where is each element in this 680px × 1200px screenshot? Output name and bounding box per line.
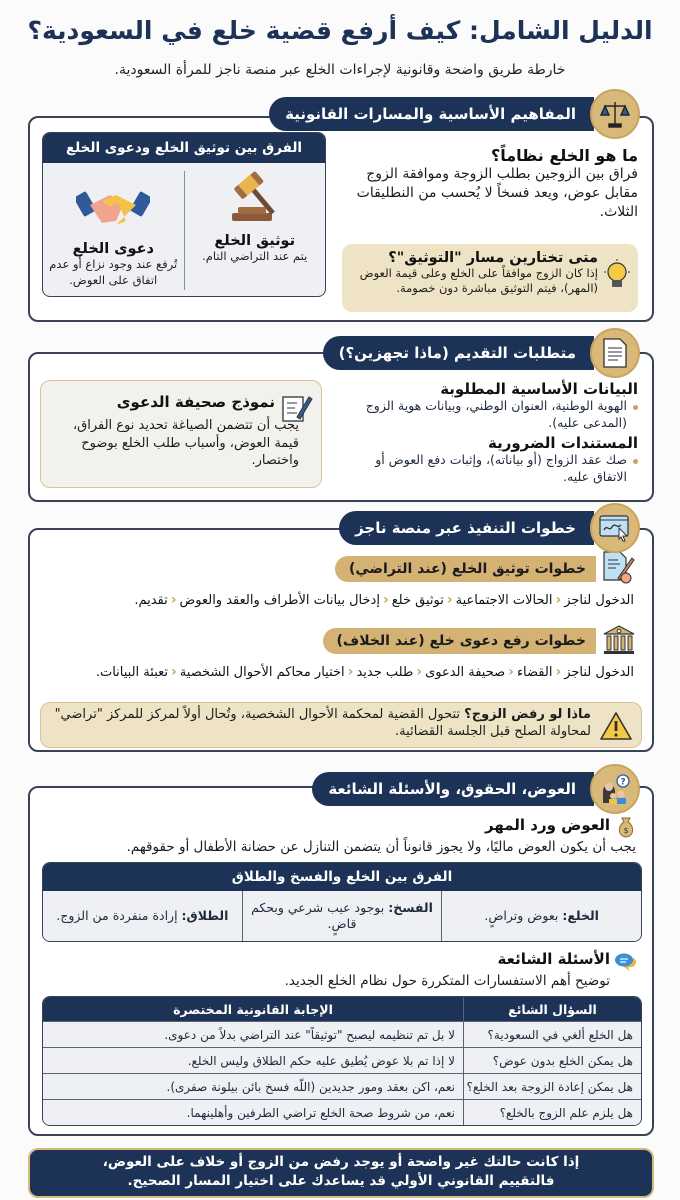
money-bag-icon (616, 816, 636, 838)
section-rights-faq-heading (312, 772, 594, 806)
warning-icon (599, 711, 633, 741)
faq-row: هل يمكن الخلع بدون عوض؟ لا إذا تم بلا عوض يُطيق عليه حكم الطلاق وليس الخلع. (43, 1047, 641, 1073)
compensation-text: يجب أن يكون العوض ماليًا، ولا يجوز قانوناً أن يتضمن التنازل عن حضانة الأطفال أو حقوقهم. (126, 839, 636, 855)
faq-col-answer: الإجابة القانونية المختصرة (173, 1001, 333, 1017)
faq-col-question: السؤال الشائع (463, 997, 641, 1021)
faq-subtitle: توضيح أهم الاستفسارات المتكررة حول نظام الخلع الجديد. (284, 973, 610, 989)
gavel-icon (220, 169, 290, 225)
documents-group-title: المستندات الضرورية (487, 433, 638, 452)
section-requirements (28, 352, 654, 502)
documents-bullet: صك عقد الزواج (أو بياناته)، وإثبات دفع العوض أو الاتفاق عليه. (338, 452, 638, 486)
faq-title: الأسئلة الشائعة (497, 950, 610, 968)
lawsuit-title: دعوى الخلع (72, 241, 154, 257)
husband-refusal-warning (40, 702, 642, 748)
petition-template-box (40, 380, 322, 488)
requirements-list (338, 380, 638, 486)
faq-row: هل يمكن إعادة الزوجة بعد الخلع؟ نعم، اكن بعقد ومور جديدين (اللّه فسخ بائن بيلونة صفرى). (43, 1073, 641, 1099)
comparison-box (42, 132, 326, 297)
handshake-icon (76, 177, 150, 233)
flow-lawsuit-heading: خطوات رفع دعوى خلع (عند الخلاف) (323, 628, 596, 654)
section-concepts-heading (269, 97, 594, 131)
comparison-col-lawsuit (43, 171, 185, 290)
comparison-col-documentation (185, 163, 326, 297)
difference-cell-talaq: الطلاق: إرادة منفردة من الزوج. (43, 891, 243, 941)
faq-row: هل الخلع ألغي في السعودية؟ لا بل تم تنظيمه ليصبح "توثيقاً" عند التراضي بدلاً من دعوى. (43, 1021, 641, 1047)
step: الدخول لناجز (564, 664, 634, 680)
compensation-title: العوض ورد المهر (485, 816, 610, 834)
chat-bubble-icon (614, 952, 636, 972)
warning-text: ماذا لو رفض الزوج؟ تتحول القضية لمحكمة الأحوال الشخصية، وتُحال أولاً لمركز للمركز "تراضي" لمحاولة الصلح قبل الجلسة القضائية. (54, 707, 591, 739)
definition-block (338, 146, 638, 222)
section-rights-faq (28, 786, 654, 1136)
step: صحيفة الدعوى (425, 664, 506, 680)
svg-text:$: $ (623, 826, 629, 835)
section-concepts (28, 116, 654, 322)
flow-lawsuit-steps: الدخول لناجز ‹ القضاء ‹ صحيفة الدعوى ‹ طلب جديد ‹ اختيار محاكم الأحوال الشخصية ‹ تعبئة البيانات. (95, 664, 634, 680)
document-icon (590, 328, 640, 378)
step: الدخول لناجز (564, 592, 634, 608)
petition-template-text: يجب أن تتضمن الصياغة تحديد نوع الفراق، قيمة العوض، وأسباب طلب الخلع بوضوح واختصار. (72, 418, 299, 469)
step: إدخال بيانات الأطراف والعقد والعوض (179, 592, 380, 608)
definition-title: ما هو الخلع نظاماً؟ (490, 146, 638, 165)
requirements-bullet: الهوية الوطنية، العنوان الوطني، وبيانات هوية الزوج (المدعى عليه). (338, 398, 638, 432)
requirements-group-title: البيانات الأساسية المطلوبة (440, 380, 638, 398)
section-concepts-title: المفاهيم الأساسية والمسارات القانونية (285, 105, 576, 123)
flow-documentation-heading: خطوات توثيق الخلع (عند التراضي) (335, 556, 596, 582)
courthouse-icon (602, 624, 636, 656)
section-rights-faq-title: العوض، الحقوق، والأسئلة الشائعة (328, 780, 576, 798)
comparison-heading: الفرق بين توثيق الخلع ودعوى الخلع (43, 133, 325, 163)
documentation-desc: يتم عند التراضي التام. (202, 249, 308, 263)
cta-line-1: إذا كانت حالتك غير واضحة أو يوجد رفض من الزوج أو خلاف على العوض، (102, 1154, 580, 1170)
lightbulb-icon (602, 258, 632, 294)
difference-table (42, 862, 642, 942)
step: القضاء (516, 664, 553, 680)
section-steps-heading (339, 511, 594, 545)
page-title: الدليل الشامل: كيف أرفع قضية خلع في السعودية؟ (27, 16, 653, 45)
step: اختيار محاكم الأحوال الشخصية (179, 664, 345, 680)
difference-cell-faskh: الفسخ: بوجود عيب شرعي وبحكم قاضٍ. (243, 891, 443, 941)
step: تقديم. (134, 592, 168, 608)
section-requirements-title: متطلبات التقديم (ماذا تجهزين؟) (338, 344, 576, 362)
step: توثيق خلع (391, 592, 444, 608)
documentation-title: توثيق الخلع (214, 233, 296, 249)
lawsuit-desc: تُرفع عند وجود نزاع أو عدم اتفاق على العوض. (49, 257, 178, 287)
definition-text: فراق بين الزوجين بطلب الزوجة وموافقة الزوج مقابل عوض، ويعد فسخاً لا يُحسب من النطليقات الثلاث. (356, 166, 638, 220)
scales-of-justice-icon (590, 89, 640, 139)
step: الحالات الاجتماعية (455, 592, 553, 608)
step: تعبئة البيانات. (95, 664, 169, 680)
svg-text:?: ? (620, 777, 626, 788)
petition-template-title: نموذج صحيفة الدعوى (116, 393, 275, 411)
warning-lead: ماذا لو رفض الزوج؟ (464, 707, 591, 722)
difference-cell-khula: الخلع: بعوض وتراضٍ. (484, 907, 599, 923)
tip-text: إذا كان الزوج موافقاً على الخلع وعلى قيمة العوض (المهر)، فيتم التوثيق مباشرة دون خصومة. (359, 266, 598, 295)
cta-line-2: فالتقييم القانوني الأولي قد يساعدك على اختيار المسار الصحيح. (127, 1172, 555, 1189)
signing-document-icon (602, 550, 636, 584)
tip-title: متى تختارين مسار "التوثيق"؟ (388, 250, 598, 266)
step: طلب جديد (356, 664, 414, 680)
page-subtitle: خارطة طريق واضحة وقانونية لإجراءات الخلع عبر منصة ناجز للمرأة السعودية. (114, 62, 566, 78)
section-steps (28, 528, 654, 752)
faq-table (42, 996, 642, 1126)
tip-box (342, 244, 638, 312)
digital-signature-icon (590, 503, 640, 553)
cta-banner (28, 1148, 654, 1198)
faq-row: هل يلزم علم الزوج بالخلع؟ نعم، من شروط صحة الخلع تراضي الطرفين وأهلينهما. (43, 1099, 641, 1125)
section-requirements-heading (323, 336, 594, 370)
family-question-icon (590, 764, 640, 814)
flow-documentation-steps: الدخول لناجز ‹ الحالات الاجتماعية ‹ توثيق خلع ‹ إدخال بيانات الأطراف والعقد والعوض ‹ تقديم. (134, 592, 634, 608)
section-steps-title: خطوات التنفيذ عبر منصة ناجز (355, 519, 576, 537)
difference-table-heading: الفرق بين الخلع والفسخ والطلاق (43, 863, 641, 891)
